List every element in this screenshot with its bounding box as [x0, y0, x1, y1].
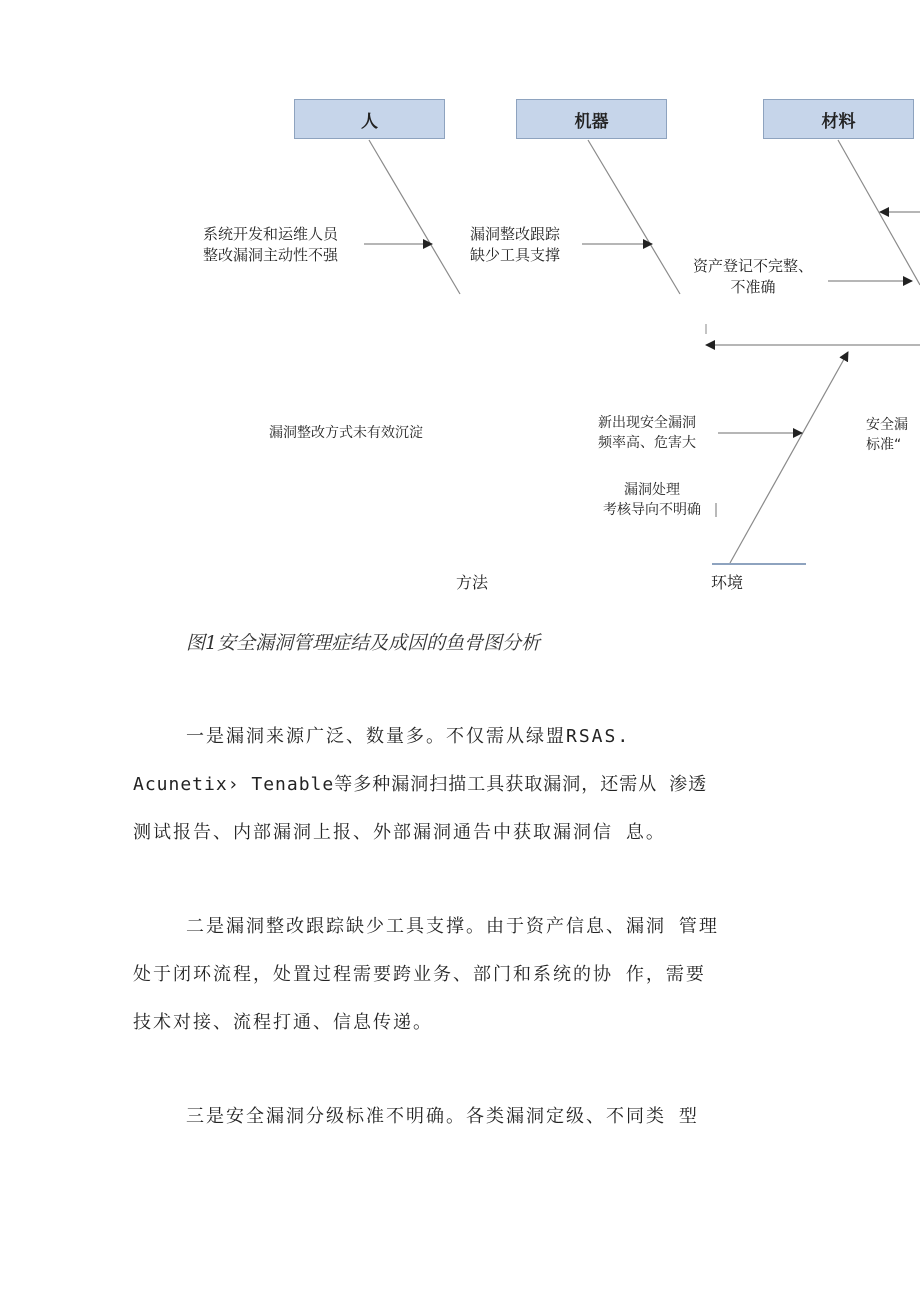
- material-cause: [693, 256, 813, 298]
- environment-cause-line2: 频率高、危害大: [598, 435, 696, 451]
- category-machine: 机器: [516, 99, 667, 139]
- assessment-cause-line2: 考核导向不明确: [603, 502, 701, 518]
- paragraph-1-line-3: 测试报告、内部漏洞上报、外部漏洞通告中获取漏洞信 息。: [133, 822, 666, 843]
- method-cause: 漏洞整改方式未有效沉淀: [269, 425, 423, 441]
- assessment-cause-line1: 漏洞处理: [624, 482, 680, 498]
- machine-cause-line1: 漏洞整改跟踪: [470, 225, 561, 243]
- standard-cause-line2: 标准“: [866, 437, 902, 453]
- paragraph-3-line-1: 三是安全漏洞分级标准不明确。各类漏洞定级、不同类 型: [186, 1106, 699, 1127]
- category-method: 方法: [456, 573, 489, 592]
- assessment-cause: [603, 480, 701, 520]
- people-cause: [203, 224, 338, 266]
- paragraph-2-line-3: 技术对接、流程打通、信息传递。: [133, 1012, 433, 1033]
- category-environment: 环境: [711, 573, 744, 592]
- category-material: 材料: [763, 99, 914, 139]
- people-rib: [369, 140, 460, 294]
- machine-cause-line2: 缺少工具支撑: [470, 246, 561, 264]
- figure-caption: 图1安全漏洞管理症结及成因的鱼骨图分析: [186, 632, 541, 654]
- paragraph-2-line-2: 处于闭环流程，处置过程需要跨业务、部门和系统的协 作，需要: [133, 964, 706, 985]
- environment-cause: [598, 413, 696, 453]
- standard-cause-line1: 安全漏: [866, 417, 908, 433]
- category-people: 人: [294, 99, 445, 139]
- fishbone-diagram: [0, 0, 920, 600]
- paragraph-1-line-2: Acunetix› Tenable等多种漏洞扫描工具获取漏洞，还需从 渗透: [133, 774, 708, 795]
- people-cause-line2: 整改漏洞主动性不强: [203, 246, 339, 264]
- environment-cause-line1: 新出现安全漏洞: [598, 415, 696, 431]
- fishbone-lines: [0, 0, 920, 600]
- people-cause-line1: 系统开发和运维人员: [203, 225, 339, 243]
- paragraph-1-line-1: 一是漏洞来源广泛、数量多。不仅需从绿盟RSAS.: [186, 726, 631, 747]
- environment-rib: [730, 352, 848, 563]
- machine-cause: [470, 224, 560, 266]
- material-cause-line1: 资产登记不完整、: [693, 257, 814, 275]
- paragraph-2-line-1: 二是漏洞整改跟踪缺少工具支撑。由于资产信息、漏洞 管理: [186, 916, 719, 937]
- standard-cause: [866, 415, 908, 455]
- machine-rib: [588, 140, 680, 294]
- material-cause-line2: 不准确: [730, 278, 776, 296]
